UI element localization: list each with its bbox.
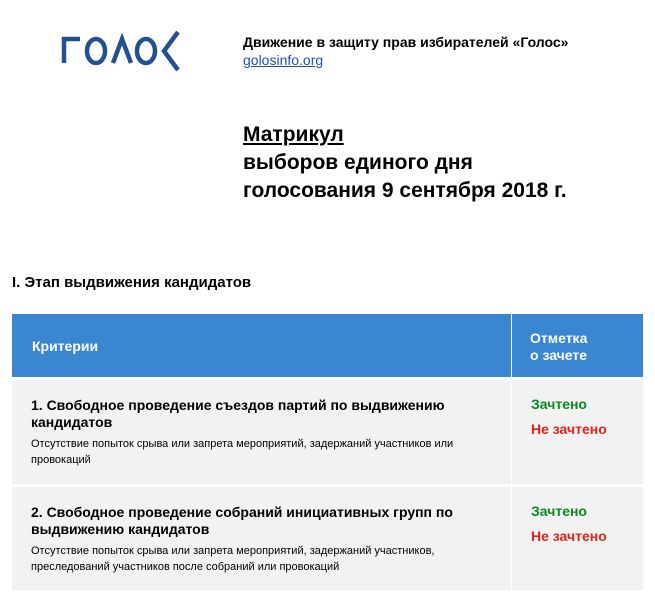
table-header [12,314,643,377]
criterion-title: 2. Свободное проведение собраний инициативных групп по выдвижению кандидатов [31,504,453,537]
table-row [12,380,643,484]
header-criteria: Критерии [32,338,99,354]
golos-logo [60,27,184,75]
fail-option[interactable]: Не зачтено [531,528,607,544]
section-heading: I. Этап выдвижения кандидатов [12,274,252,291]
org-website-link[interactable]: golosinfo.org [243,52,324,68]
pass-option[interactable]: Зачтено [531,503,587,519]
table-row [12,487,643,590]
org-name: Движение в защиту прав избирателей «Голос» [243,34,569,50]
column-divider [511,314,512,590]
criterion-description: Отсутствие попыток срыва или запрета мероприятий, задержаний участников или провокаций [31,438,454,466]
title-line-3: голосования 9 сентября 2018 г. [243,179,567,202]
header-mark-line-2: о зачете [530,347,588,363]
criteria-table [12,314,643,590]
org-info [243,33,568,69]
header-mark [530,330,620,364]
criterion-title: 1. Свободное проведение съездов партий по выдвижению кандидатов [31,397,445,430]
document-title [243,121,567,205]
title-line-2: выборов единого дня [243,151,473,174]
fail-option[interactable]: Не зачтено [531,421,607,437]
header-mark-line-1: Отметка [530,330,588,346]
criterion-description: Отсутствие попыток срыва или запрета мероприятий, задержаний участников, преследований участников после собраний или провокаций [31,545,435,573]
title-line-1: Матрикул [243,123,344,146]
pass-option[interactable]: Зачтено [531,396,587,412]
